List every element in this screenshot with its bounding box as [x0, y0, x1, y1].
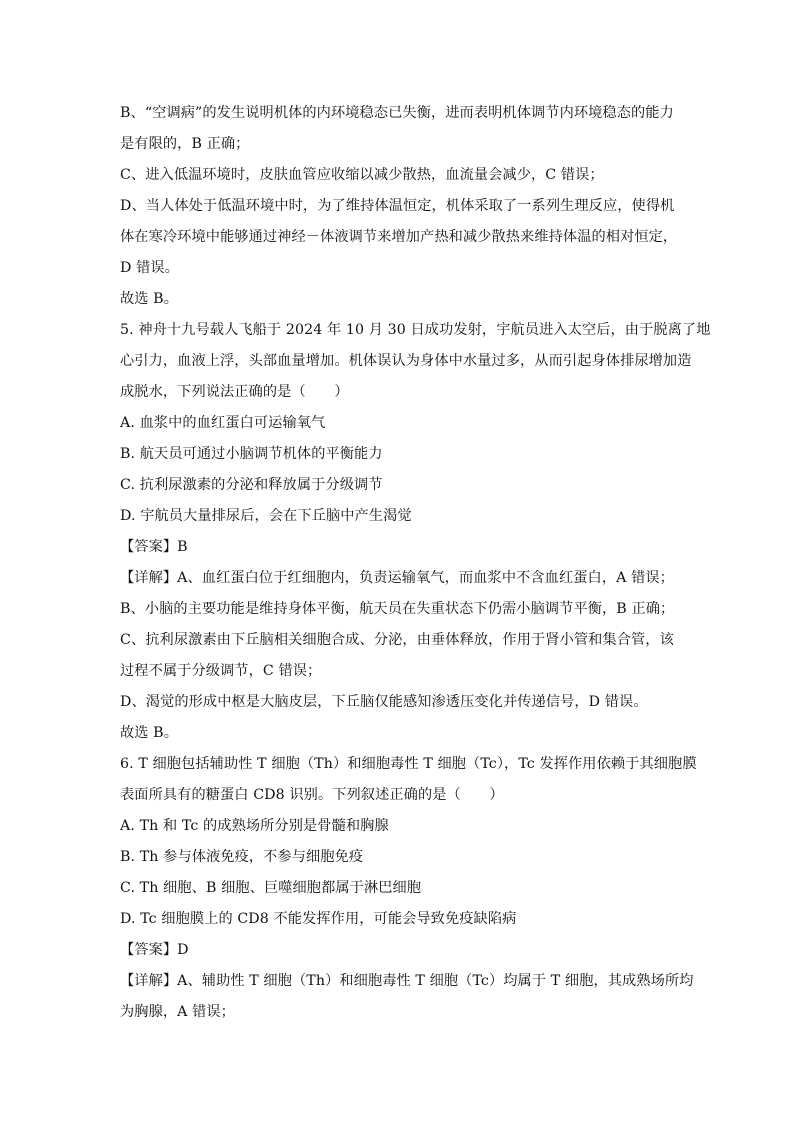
text-line: C、进入低温环境时，皮肤血管应收缩以减少散热，血流量会减少，C 错误；: [120, 167, 604, 183]
text-line: D 错误。: [120, 260, 179, 276]
text-line: 体在寒冷环境中能够通过神经－体液调节来增加产热和减少散热来维持体温的相对恒定，: [120, 229, 678, 245]
question-5-option-b: B. 航天员可通过小脑调节机体的平衡能力: [120, 446, 383, 462]
question-5-explanation: B、小脑的主要功能是维持身体平衡，航天员在失重状态下仍需小脑调节平衡，B 正确；: [120, 601, 675, 617]
question-5-stem: 心引力，血液上浮，头部血量增加。机体误认为身体中水量过多，从而引起身体排尿增加造: [120, 353, 692, 369]
text-line: B、“空调病”的发生说明机体的内环境稳态已失衡，进而表明机体调节内环境稳态的能力: [120, 105, 674, 121]
question-5-stem: 成脱水，下列说法正确的是（ ）: [120, 384, 349, 400]
question-6-stem: 表面所具有的糖蛋白 CD8 识别。下列叙述正确的是（ ）: [120, 787, 504, 803]
text-line: D、当人体处于低温环境中时，为了维持体温恒定，机体采取了一系列生理反应，使得机: [120, 198, 675, 214]
question-5-explanation: 过程不属于分级调节，C 错误；: [120, 663, 322, 679]
question-6-option-a: A. Th 和 Tc 的成熟场所分别是骨髓和胸腺: [120, 818, 389, 834]
question-5-answer: 【答案】B: [120, 539, 188, 555]
question-5-explanation: 【详解】A、血红蛋白位于红细胞内，负责运输氧气，而血浆中不含血红蛋白，A 错误；: [120, 570, 674, 586]
question-5-option-c: C. 抗利尿激素的分泌和释放属于分级调节: [120, 477, 383, 493]
question-6-explanation: 【详解】A、辅助性 T 细胞（Th）和细胞毒性 T 细胞（Tc）均属于 T 细胞，其成熟场所均: [120, 973, 694, 989]
question-6-option-c: C. Th 细胞、B 细胞、巨噬细胞都属于淋巴细胞: [120, 880, 422, 896]
question-5-option-a: A. 血浆中的血红蛋白可运输氧气: [120, 415, 326, 431]
question-6-explanation: 为胸腺，A 错误；: [120, 1004, 235, 1020]
question-6-answer: 【答案】D: [120, 942, 189, 958]
conclusion-line: 故选 B。: [120, 725, 178, 741]
text-line: 是有限的，B 正确；: [120, 136, 250, 152]
question-6-stem: 6. T 细胞包括辅助性 T 细胞（Th）和细胞毒性 T 细胞（Tc），Tc 发挥作用依赖于其细胞膜: [120, 756, 697, 772]
question-5-stem: 5. 神舟十九号载人飞船于 2024 年 10 月 30 日成功发射，宇航员进入太空后，由于脱离了地: [120, 322, 711, 338]
question-5-explanation: C、抗利尿激素由下丘脑相关细胞合成、分泌，由垂体释放，作用于肾小管和集合管，该: [120, 632, 674, 648]
question-5-explanation: D、渴觉的形成中枢是大脑皮层，下丘脑仅能感知渗透压变化并传递信号，D 错误。: [120, 694, 648, 710]
question-6-option-d: D. Tc 细胞膜上的 CD8 不能发挥作用，可能会导致免疫缺陷病: [120, 911, 517, 927]
conclusion-line: 故选 B。: [120, 291, 178, 307]
question-6-option-b: B. Th 参与体液免疫，不参与细胞免疫: [120, 849, 364, 865]
question-5-option-d: D. 宇航员大量排尿后，会在下丘脑中产生渴觉: [120, 508, 412, 524]
